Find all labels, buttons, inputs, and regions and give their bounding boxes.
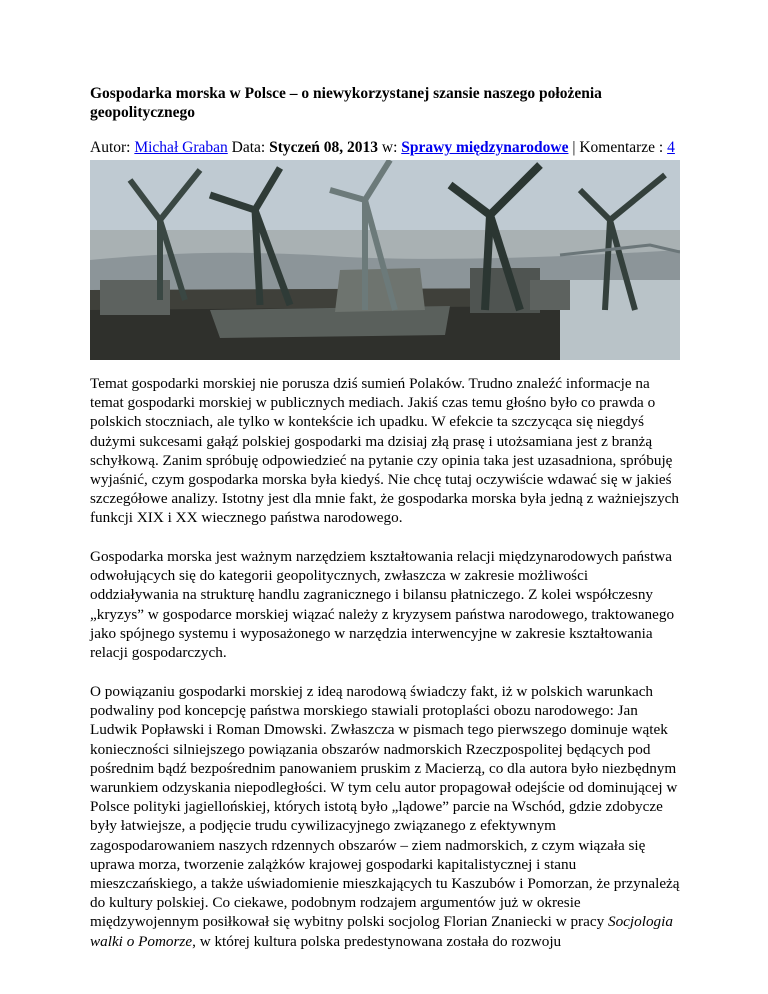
article-meta	[90, 138, 690, 157]
category-link[interactable]: Sprawy międzynarodowe	[401, 139, 569, 156]
meta-separator: |	[572, 139, 576, 156]
category-label: w:	[381, 139, 398, 156]
date-value: Styczeń 08, 2013	[269, 139, 378, 156]
author-label: Autor:	[90, 139, 131, 156]
date-label: Data:	[231, 139, 266, 156]
article-title: Gospodarka morska w Polsce – o niewykorzystanej szansie naszego położenia geopolitycznego	[90, 85, 602, 121]
shipyard-cranes-illustration	[90, 160, 680, 360]
paragraph-2: Gospodarka morska jest ważnym narzędziem kształtowania relacji międzynarodowych państwa odwołujących się do kategorii geopolitycznych, zwłaszcza w zakresie możliwości oddziaływania na strukturę handlu zagranicznego i bilansu płatniczego. Z kolei współczesny „kryzys” w gospodarce morskiej wiązać należy z kryzysem państwa narodowego, traktowanego jako spójnego systemu i wyposażonego w narzędzia interwencyjne w zakresie kształtowania relacji gospodarczych.	[90, 548, 675, 662]
comments-count-link[interactable]: 4	[667, 139, 675, 156]
paragraph-3-text-b: , w której kultura polska predestynowana została do rozwoju	[192, 932, 562, 950]
comments-label: Komentarze :	[579, 139, 664, 156]
shipyard-cranes-photo	[90, 160, 680, 360]
paragraph-3	[90, 682, 680, 951]
book-title: Socjologia walki o Pomorze	[90, 913, 673, 950]
author-link[interactable]: Michał Graban	[134, 139, 228, 156]
paragraph-1: Temat gospodarki morskiej nie porusza dziś sumień Polaków. Trudno znaleźć informacje na temat gospodarki morskiej w publicznych mediach. Jakiś czas temu głośno było co prawda o polskich stoczniach, ale tylko w kontekście ich upadku. W efekcie ta szczycąca się niegdyś dużymi sukcesami gałąź polskiej gospodarki ma dzisiaj złą prasę i utożsamiana jest z branżą schyłkową. Zanim spróbuję odpowiedzieć na pytanie czy opinia taka jest uzasadniona, spróbuję wyjaśnić, czym gospodarka morska była kiedyś. Nie chcę tutaj oczywiście wdawać się w jakieś szczegółowe analizy. Istotny jest dla mnie fakt, że gospodarka morska była jedną z ważniejszych funkcji XIX i XX wiecznego państwa narodowego.	[90, 375, 679, 527]
paragraph-3-text-a: O powiązaniu gospodarki morskiej z ideą narodową świadczy fakt, iż w polskich warunkach podwaliny pod koncepcję państwa morskiego stawiali protoplaści obozu narodowego: Jan Ludwik Popławski i Roman Dmowski. Zwłaszcza w pismach tego pierwszego dominuje wątek konieczności silniejszego powiązania obszarów nadmorskich Rzeczpospolitej będących pod pośrednim bądź bezpośrednim panowaniem pruskim z Macierzą, co dla autora było niezbędnym warunkiem odzyskania niepodległości. W tym celu autor propagował odejście od dominującej w Polsce polityki jagiellońskiej, których istotą było „lądowe” parcie na Wschód, gdzie zdobycze były łatwiejsze, a podjęcie trudu cywilizacyjnego związanego z efektywnym zagospodarowaniem naszych rdzennych obszarów – ziem nadmorskich, z czym wiązała się uprawa morza, tworzenie zalążków krajowej gospodarki kapitalistycznej i stanu mieszczańskiego, a także uświadomienie mieszkających tu Kaszubów i Pomorzan, że przynależą do kultury polskiej. Co ciekawe, podobnym rodzajem argumentów już w okresie międzywojennym posiłkował się wybitny polski socjolog Florian Znaniecki w pracy	[90, 683, 680, 931]
